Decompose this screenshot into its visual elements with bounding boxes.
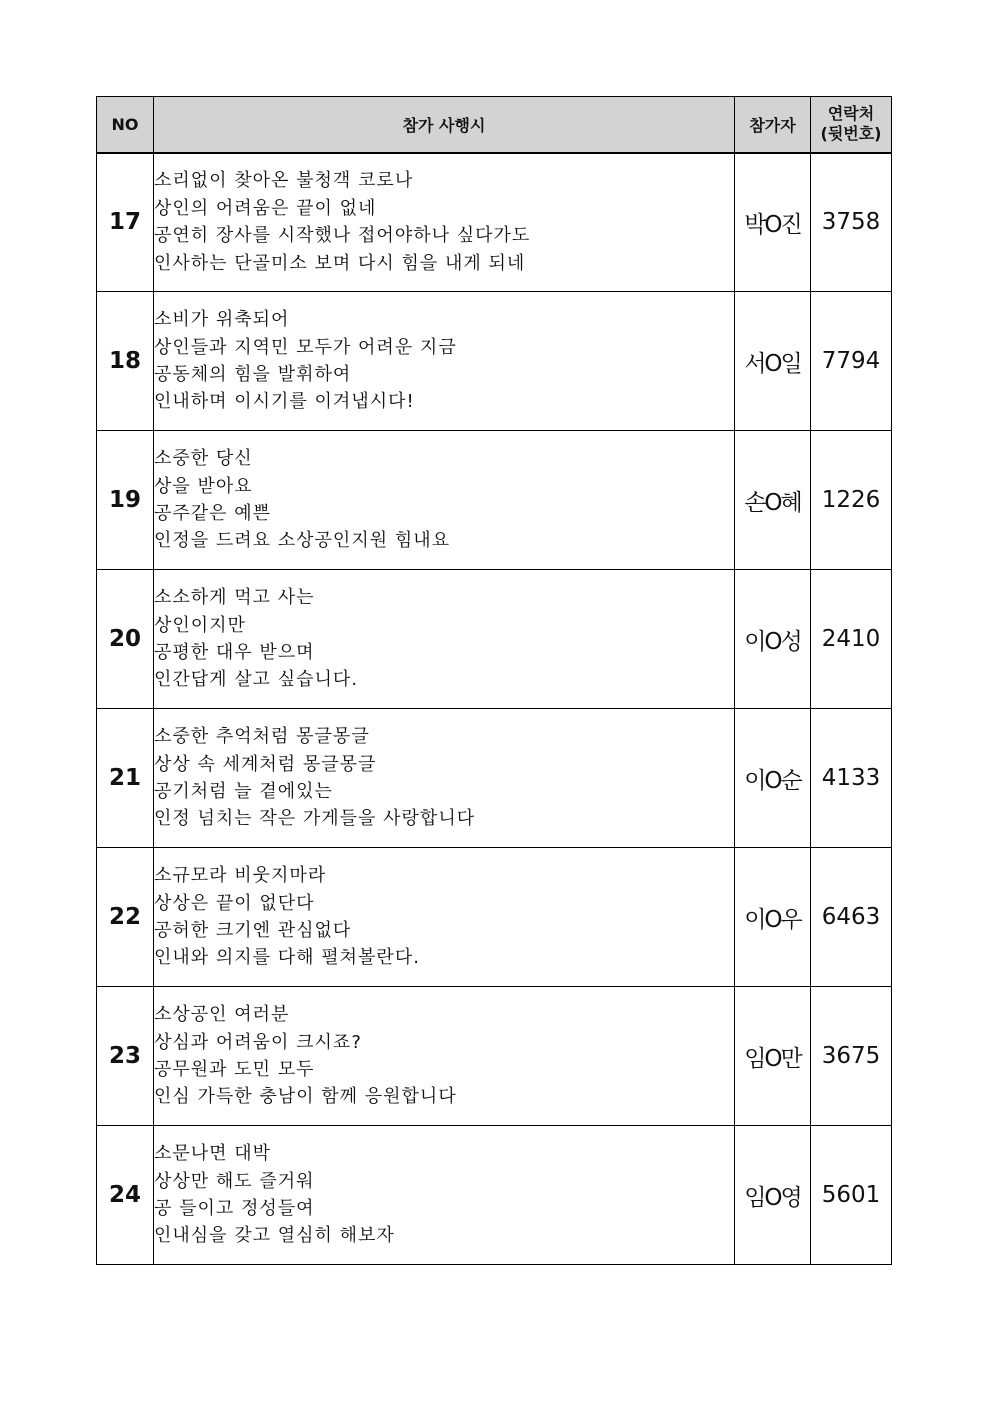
poem-cell [154,1126,735,1265]
row-number: 19 [97,431,154,570]
table-row [97,570,892,709]
poem-line: 상상 속 세계처럼 몽글몽글 [154,753,377,775]
header-poem: 참가 사행시 [154,97,735,153]
poem-line: 소상공인 여러분 [154,1004,290,1026]
poem-line: 인사하는 단골미소 보며 다시 힘을 내게 되네 [154,252,526,274]
poem-line: 공평한 대우 받으며 [154,642,315,663]
poem-cell [154,848,735,987]
contact-number: 2410 [811,570,892,709]
poem-line: 상인의 어려움은 끝이 없네 [154,197,377,219]
poem-line: 공 들이고 정성들여 [154,1198,315,1219]
header-participant: 참가자 [735,97,811,153]
poem-cell [154,709,735,848]
poem-line: 소문나면 대박 [154,1143,272,1165]
table-row [97,709,892,848]
poem-line: 상을 받아요 [154,475,253,497]
poem-cell [154,570,735,709]
table-row [97,153,892,292]
header-row [97,97,892,153]
row-number: 22 [97,848,154,987]
contact-number: 5601 [811,1126,892,1265]
row-number: 23 [97,987,154,1126]
participant-name: 이O성 [735,570,811,709]
participant-name: 임O영 [735,1126,811,1265]
poem-line: 상상은 끝이 없단다 [154,892,315,914]
poem-line: 인내하며 이시기를 이겨냅시다! [154,391,415,413]
poem-line: 상심과 어려움이 크시죠? [154,1031,362,1053]
poem-table [96,96,892,1265]
poem-cell [154,153,735,292]
participant-name: 손O혜 [735,431,811,570]
contact-number: 4133 [811,709,892,848]
poem-line: 공연히 장사를 시작했나 접어야하나 싶다가도 [154,225,531,247]
poem-cell [154,431,735,570]
poem-line: 공기처럼 늘 곁에있는 [154,781,333,802]
poem-line: 소중한 당신 [154,448,253,470]
poem-line: 인정 넘치는 작은 가게들을 사랑합니다 [154,808,476,830]
table-row [97,848,892,987]
header-contact-line2: (뒷번호) [820,124,882,144]
poem-cell [154,292,735,431]
contact-number: 1226 [811,431,892,570]
participant-name: 이O우 [735,848,811,987]
participant-name: 이O순 [735,709,811,848]
poem-line: 상인들과 지역민 모두가 어려운 지금 [154,336,457,358]
poem-line: 공허한 크기엔 관심없다 [154,920,352,941]
row-number: 20 [97,570,154,709]
participant-name: 서O일 [735,292,811,431]
contact-number: 3675 [811,987,892,1126]
row-number: 18 [97,292,154,431]
participant-name: 임O만 [735,987,811,1126]
poem-line: 소중한 추억처럼 몽글몽글 [154,726,370,748]
poem-cell [154,987,735,1126]
header-no: NO [97,97,154,153]
header-contact [811,97,892,153]
table-row [97,431,892,570]
row-number: 17 [97,153,154,292]
table-row [97,987,892,1126]
poem-line: 공무원과 도민 모두 [154,1059,315,1080]
row-number: 24 [97,1126,154,1265]
poem-line: 소소하게 먹고 사는 [154,587,315,609]
poem-line: 소규모라 비웃지마라 [154,865,327,887]
poem-line: 상인이지만 [154,614,246,636]
header-contact-line1: 연락처 [827,104,875,124]
row-number: 21 [97,709,154,848]
poem-line: 인내와 의지를 다해 펼쳐볼란다. [154,947,420,969]
poem-line: 상상만 해도 즐거워 [154,1170,315,1192]
table-header [97,97,892,153]
participant-name: 박O진 [735,153,811,292]
table-row [97,292,892,431]
poem-line: 인정을 드려요 소상공인지원 힘내요 [154,530,450,552]
poem-line: 인심 가득한 충남이 함께 응원합니다 [154,1086,457,1108]
poem-line: 공주같은 예쁜 [154,503,272,524]
poem-line: 소비가 위축되어 [154,309,290,331]
contact-number: 7794 [811,292,892,431]
poem-line: 공동체의 힘을 발휘하여 [154,364,352,385]
poem-line: 소리없이 찾아온 불청객 코로나 [154,170,414,192]
table-row [97,1126,892,1265]
poem-line: 인내심을 갖고 열심히 해보자 [154,1225,395,1247]
poem-line: 인간답게 살고 싶습니다. [154,669,359,691]
contact-number: 3758 [811,153,892,292]
contact-number: 6463 [811,848,892,987]
